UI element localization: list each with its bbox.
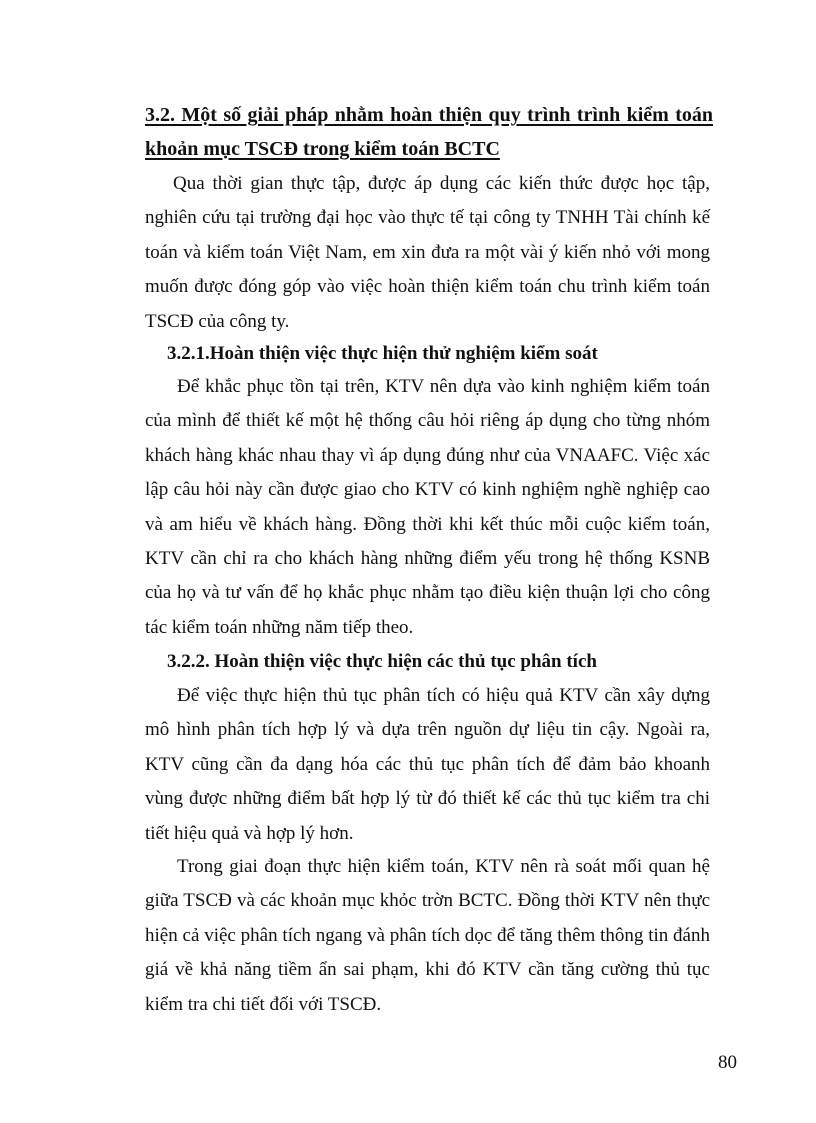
paragraph-intro: Qua thời gian thực tập, được áp dụng các kiến thức được học tập, nghiên cứu tại trường đại học vào thực tế tại công ty TNHH Tài chính kế toán và kiểm toán Việt Nam, em xin đưa ra một vài ý kiến nhỏ với mong muốn được đóng góp vào việc hoàn thiện kiểm toán chu trình kiểm toán TSCĐ của công ty. <box>145 173 710 332</box>
subheading-3-2-2: 3.2.2. Hoàn thiện việc thực hiện các thủ tục phân tích <box>167 651 597 672</box>
paragraph-audit-execution: Trong giai đoạn thực hiện kiểm toán, KTV nên rà soát mối quan hệ giữa TSCĐ và các khoản mục khỏc trờn BCTC. Đồng thời KTV nên thực hiện cả việc phân tích ngang và phân tích dọc để tăng thêm thông tin đánh giá về khả năng tiềm ẩn sai phạm, khi đó KTV cần tăng cường thủ tục kiểm tra chi tiết đối với TSCĐ. <box>145 856 710 1015</box>
section-heading-line-2: khoản mục TSCĐ trong kiểm toán BCTC <box>145 138 500 160</box>
section-heading-line-1: 3.2. Một số giải pháp nhằm hoàn thiện quy trình trình kiểm toán <box>145 104 713 126</box>
paragraph-analytical-procedures: Để việc thực hiện thủ tục phân tích có hiệu quả KTV cần xây dựng mô hình phân tích hợp lý và dựa trên nguồn dự liệu tin cậy. Ngoài ra, KTV cũng cần đa dạng hóa các thủ tục phân tích để đảm bảo khoanh vùng được những điểm bất hợp lý từ đó thiết kế các thủ tục kiểm tra chi tiết hiệu quả và hợp lý hơn. <box>145 685 710 844</box>
subheading-3-2-1: 3.2.1.Hoàn thiện việc thực hiện thử nghiệm kiểm soát <box>167 343 598 364</box>
page-number: 80 <box>718 1052 737 1073</box>
paragraph-control-testing: Để khắc phục tồn tại trên, KTV nên dựa vào kinh nghiệm kiểm toán của mình để thiết kế một hệ thống câu hỏi riêng áp dụng cho từng nhóm khách hàng khác nhau thay vì áp dụng đúng như của VNAAFC. Việc xác lập câu hỏi này cần được giao cho KTV có kinh nghiệm nghề nghiệp cao và am hiểu về khách hàng. Đồng thời khi kết thúc mỗi cuộc kiểm toán, KTV cần chỉ ra cho khách hàng những điểm yếu trong hệ thống KSNB của họ và tư vấn để họ khắc phục nhằm tạo điều kiện thuận lợi cho công tác kiểm toán những năm tiếp theo. <box>145 376 710 638</box>
